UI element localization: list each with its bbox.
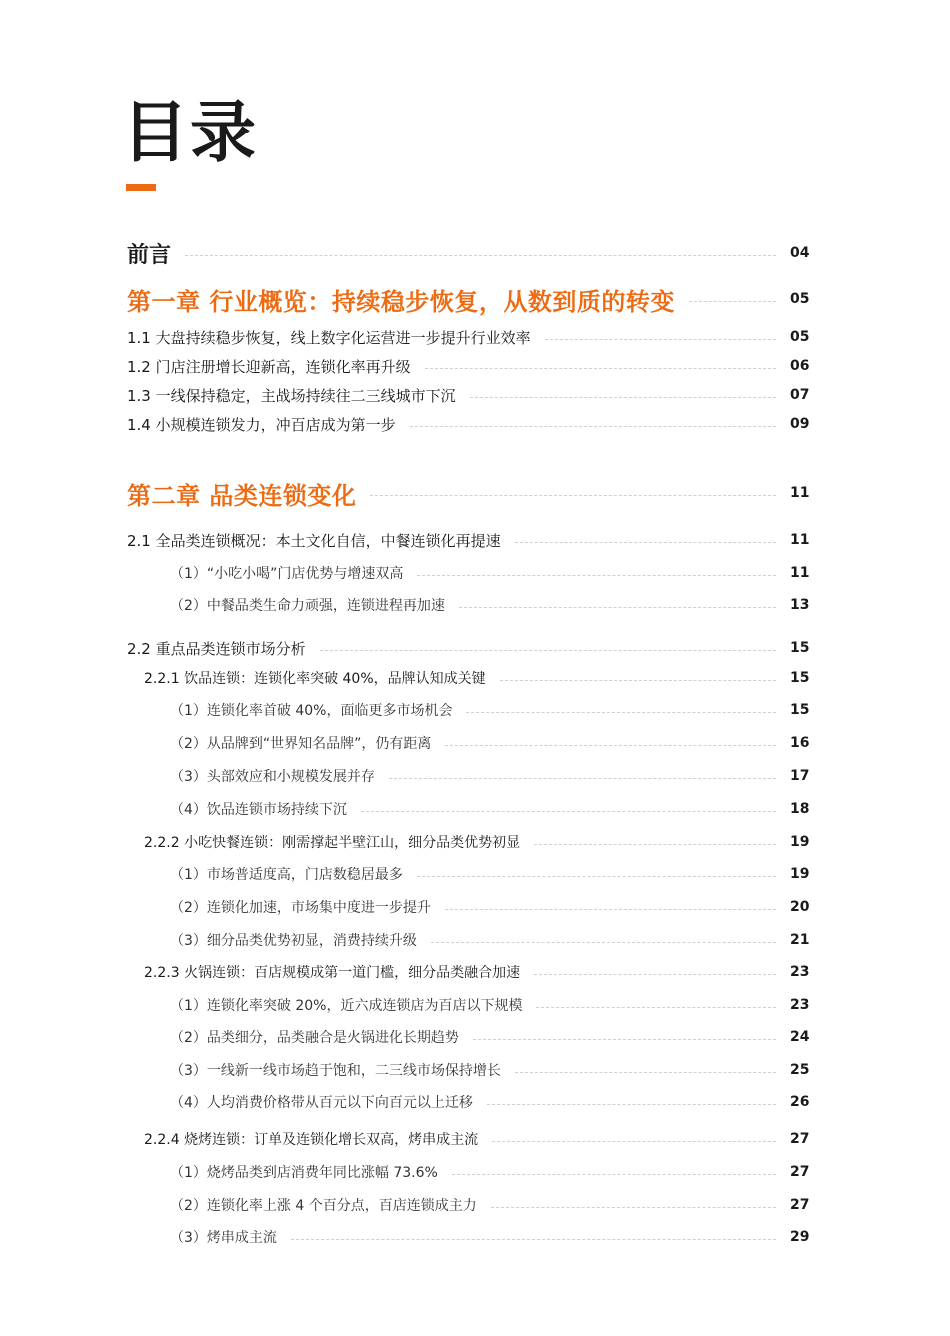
dot-leader	[361, 811, 776, 812]
item-entry[interactable]	[0, 1157, 950, 1187]
page-number: 24	[790, 1029, 810, 1045]
page-number: 21	[790, 932, 810, 948]
page-number: 27	[790, 1131, 810, 1147]
page-number: 25	[790, 1062, 810, 1078]
entry-label: （3）头部效应和小规模发展并存	[170, 769, 375, 785]
entry-label: （3）细分品类优势初显，消费持续升级	[170, 933, 417, 949]
section-entry[interactable]	[0, 409, 950, 439]
item-entry[interactable]	[0, 695, 950, 725]
entry-label: 第二章 品类连锁变化	[127, 481, 357, 510]
subsection-entry[interactable]	[0, 957, 950, 987]
entry-label: 2.2.3 火锅连锁：百店规模成第一道门槛，细分品类融合加速	[144, 965, 521, 981]
section-entry[interactable]	[0, 380, 950, 410]
page-number: 18	[790, 801, 810, 817]
entry-label: （2）中餐品类生命力顽强，连锁进程再加速	[170, 598, 445, 614]
page-number: 05	[790, 291, 810, 307]
dot-leader	[534, 844, 776, 845]
item-entry[interactable]	[0, 892, 950, 922]
page-number: 11	[790, 532, 810, 548]
item-entry[interactable]	[0, 1222, 950, 1252]
entry-label: 1.4 小规模连锁发力，冲百店成为第一步	[127, 415, 396, 434]
dot-leader	[689, 301, 776, 302]
section-entry[interactable]	[0, 633, 950, 663]
dot-leader	[536, 1007, 776, 1008]
dot-leader	[459, 607, 776, 608]
entry-label: 1.3 一线保持稳定，主战场持续往二三线城市下沉	[127, 386, 456, 405]
dot-leader	[410, 426, 776, 427]
dot-leader	[320, 650, 776, 651]
section-entry[interactable]	[0, 525, 950, 555]
dot-leader	[445, 909, 776, 910]
item-entry[interactable]	[0, 590, 950, 620]
item-entry[interactable]	[0, 859, 950, 889]
dot-leader	[452, 1174, 776, 1175]
page-number: 29	[790, 1229, 810, 1245]
page-title: 目录	[122, 94, 258, 171]
dot-leader	[431, 942, 776, 943]
dot-leader	[417, 876, 776, 877]
page-number: 09	[790, 416, 810, 432]
entry-label: （1）连锁化率突破 20%，近六成连锁店为百店以下规模	[170, 998, 523, 1014]
dot-leader	[425, 368, 776, 369]
dot-leader	[473, 1039, 776, 1040]
dot-leader	[466, 712, 776, 713]
dot-leader	[515, 1072, 776, 1073]
page-number: 23	[790, 997, 810, 1013]
subsection-entry[interactable]	[0, 1124, 950, 1154]
entry-label: 2.2.1 饮品连锁：连锁化率突破 40%，品牌认知成关键	[144, 671, 486, 687]
dot-leader	[291, 1239, 776, 1240]
item-entry[interactable]	[0, 990, 950, 1020]
section-entry[interactable]	[0, 351, 950, 381]
item-entry[interactable]	[0, 1190, 950, 1220]
item-entry[interactable]	[0, 558, 950, 588]
entry-label: 2.1 全品类连锁概况：本土文化自信，中餐连锁化再提速	[127, 531, 501, 550]
page-number: 13	[790, 597, 810, 613]
entry-label: （4）人均消费价格带从百元以下向百元以上迁移	[170, 1095, 473, 1111]
entry-label: 2.2 重点品类连锁市场分析	[127, 639, 306, 658]
entry-label: （2）连锁化加速，市场集中度进一步提升	[170, 900, 431, 916]
dot-leader	[515, 542, 776, 543]
page-number: 27	[790, 1197, 810, 1213]
page-number: 23	[790, 964, 810, 980]
page-number: 11	[790, 485, 810, 501]
entry-label: 第一章 行业概览：持续稳步恢复，从数到质的转变	[127, 287, 675, 316]
section-entry[interactable]	[0, 322, 950, 352]
entry-label: （1）烧烤品类到店消费年同比涨幅 73.6%	[170, 1165, 438, 1181]
page-number: 15	[790, 640, 810, 656]
entry-label: （1）连锁化率首破 40%，面临更多市场机会	[170, 703, 453, 719]
dot-leader	[417, 575, 776, 576]
item-entry[interactable]	[0, 794, 950, 824]
dot-leader	[389, 778, 776, 779]
page-number: 07	[790, 387, 810, 403]
chapter-entry[interactable]	[0, 284, 950, 314]
page-number: 04	[790, 245, 810, 261]
page-number: 19	[790, 834, 810, 850]
dot-leader	[445, 745, 776, 746]
entry-label: 1.1 大盘持续稳步恢复，线上数字化运营进一步提升行业效率	[127, 328, 531, 347]
dot-leader	[185, 255, 776, 256]
entry-label: （1）“小吃小喝”门店优势与增速双高	[170, 566, 404, 582]
item-entry[interactable]	[0, 761, 950, 791]
page-number: 11	[790, 565, 810, 581]
entry-label: 1.2 门店注册增长迎新高，连锁化率再升级	[127, 357, 411, 376]
page-number: 27	[790, 1164, 810, 1180]
page-number: 17	[790, 768, 810, 784]
page-number: 16	[790, 735, 810, 751]
dot-leader	[491, 1207, 776, 1208]
entry-label: （4）饮品连锁市场持续下沉	[170, 802, 347, 818]
page-number: 26	[790, 1094, 810, 1110]
dot-leader	[500, 680, 776, 681]
entry-label: 前言	[127, 242, 172, 268]
entry-label: （1）市场普适度高，门店数稳居最多	[170, 867, 403, 883]
page-number: 20	[790, 899, 810, 915]
entry-label: （2）连锁化率上涨 4 个百分点，百店连锁成主力	[170, 1198, 477, 1214]
item-entry[interactable]	[0, 1087, 950, 1117]
item-entry[interactable]	[0, 925, 950, 955]
item-entry[interactable]	[0, 1022, 950, 1052]
dot-leader	[545, 339, 776, 340]
entry-label: 2.2.4 烧烤连锁：订单及连锁化增长双高，烤串成主流	[144, 1132, 479, 1148]
preface-entry[interactable]	[0, 238, 950, 268]
item-entry[interactable]	[0, 1055, 950, 1085]
dot-leader	[534, 974, 776, 975]
page-number: 19	[790, 866, 810, 882]
title-accent-bar	[126, 184, 156, 191]
dot-leader	[487, 1104, 776, 1105]
entry-label: （2）品类细分，品类融合是火锅进化长期趋势	[170, 1030, 459, 1046]
subsection-entry[interactable]	[0, 827, 950, 857]
dot-leader	[370, 495, 776, 496]
subsection-entry[interactable]	[0, 663, 950, 693]
dot-leader	[492, 1141, 776, 1142]
chapter-entry[interactable]	[0, 478, 950, 508]
entry-label: 2.2.2 小吃快餐连锁：刚需撑起半壁江山，细分品类优势初显	[144, 835, 521, 851]
page-number: 15	[790, 670, 810, 686]
entry-label: （3）一线新一线市场趋于饱和，二三线市场保持增长	[170, 1063, 501, 1079]
entry-label: （2）从品牌到“世界知名品牌”，仍有距离	[170, 736, 432, 752]
page-number: 06	[790, 358, 810, 374]
page-number: 15	[790, 702, 810, 718]
dot-leader	[470, 397, 776, 398]
entry-label: （3）烤串成主流	[170, 1230, 277, 1246]
page-number: 05	[790, 329, 810, 345]
item-entry[interactable]	[0, 728, 950, 758]
